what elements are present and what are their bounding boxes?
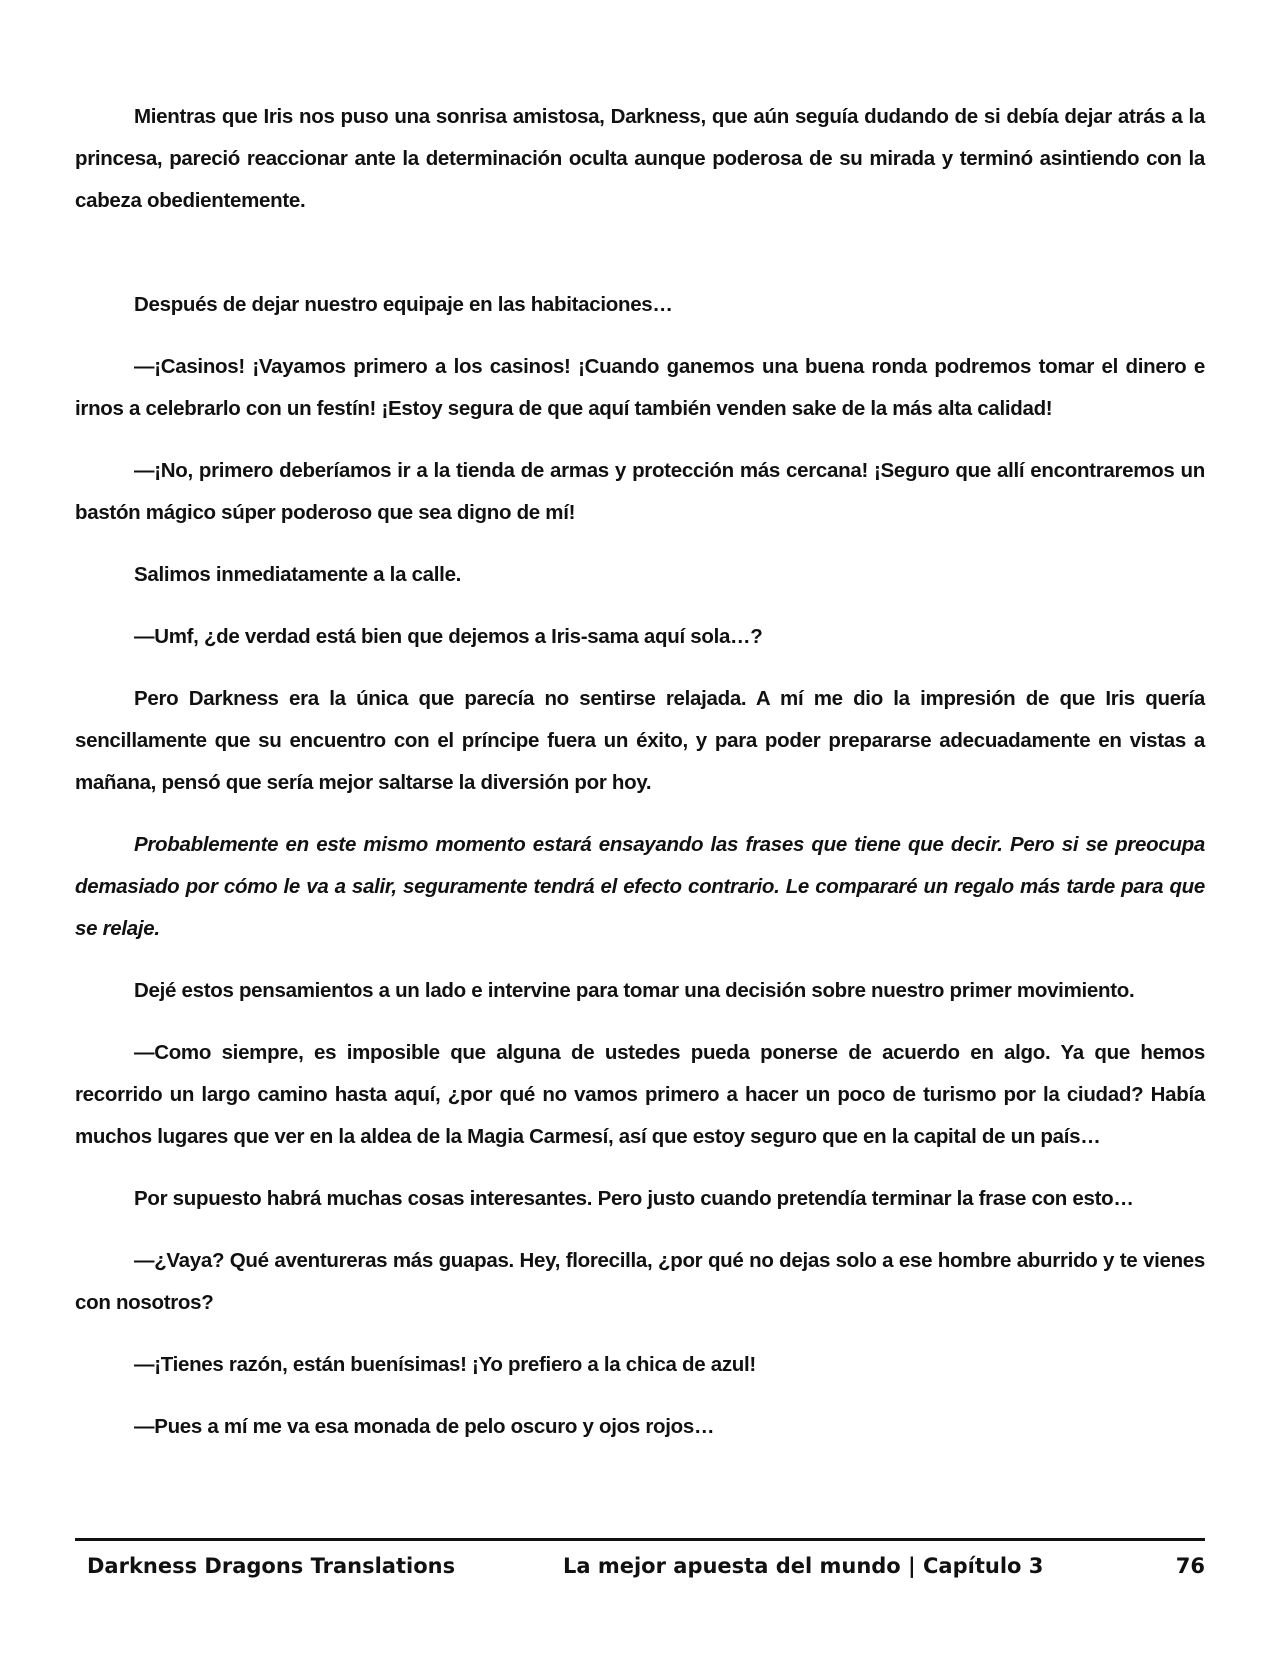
paragraph-14: —Pues a mí me va esa monada de pelo oscuro y ojos rojos… <box>134 1415 715 1438</box>
paragraph-10: —Como siempre, es imposible que alguna de ustedes pueda ponerse de acuerdo en algo. Ya que hemos recorrido un largo camino hasta aquí, ¿por qué no vamos primero a hacer un poco de turismo por la ciudad? Había muchos lugares que ver en la aldea de la Magia Carmesí, así que estoy seguro que en la capital de un país… <box>75 1041 1205 1148</box>
paragraph-5: Salimos inmediatamente a la calle. <box>134 563 462 586</box>
paragraph-12: —¿Vaya? Qué aventureras más guapas. Hey, florecilla, ¿por qué no dejas solo a ese hombre aburrido y te vienes con nosotros? <box>75 1249 1205 1314</box>
paragraph-6: —Umf, ¿de verdad está bien que dejemos a Iris-sama aquí sola…? <box>134 625 763 648</box>
paragraph-9: Dejé estos pensamientos a un lado e intervine para tomar una decisión sobre nuestro primer movimiento. <box>134 979 1135 1002</box>
paragraph-3: —¡Casinos! ¡Vayamos primero a los casinos! ¡Cuando ganemos una buena ronda podremos tomar el dinero e irnos a celebrarlo con un festín! ¡Estoy segura de que aquí también venden sake de la más alta calidad! <box>75 355 1205 420</box>
paragraph-13: —¡Tienes razón, están buenísimas! ¡Yo prefiero a la chica de azul! <box>134 1353 756 1376</box>
paragraph-11: Por supuesto habrá muchas cosas interesantes. Pero justo cuando pretendía terminar la frase con esto… <box>134 1187 1134 1210</box>
footer-page-number: 76 <box>1175 1554 1205 1578</box>
paragraph-1: Mientras que Iris nos puso una sonrisa amistosa, Darkness, que aún seguía dudando de si debía dejar atrás a la princesa, pareció reaccionar ante la determinación oculta aunque poderosa de su mirada y terminó asintiendo con la cabeza obedientemente. <box>75 105 1205 212</box>
footer-translator-credit: Darkness Dragons Translations <box>87 1554 456 1578</box>
footer-chapter-title: La mejor apuesta del mundo | Capítulo 3 <box>563 1554 1044 1578</box>
page-body <box>75 96 1205 1468</box>
paragraph-7: Pero Darkness era la única que parecía no sentirse relajada. A mí me dio la impresión de que Iris quería sencillamente que su encuentro con el príncipe fuera un éxito, y para poder prepararse adecuadamente en vistas a mañana, pensó que sería mejor saltarse la diversión por hoy. <box>75 687 1205 794</box>
footer-divider <box>75 1538 1205 1541</box>
paragraph-4: —¡No, primero deberíamos ir a la tienda de armas y protección más cercana! ¡Seguro que allí encontraremos un bastón mágico súper poderoso que sea digno de mí! <box>75 459 1205 524</box>
page-footer <box>75 1548 1205 1584</box>
paragraph-2: Después de dejar nuestro equipaje en las habitaciones… <box>134 293 673 316</box>
paragraph-8-italic-thought: Probablemente en este mismo momento estará ensayando las frases que tiene que decir. Pero si se preocupa demasiado por cómo le va a salir, seguramente tendrá el efecto contrario. Le compararé un regalo más tarde para que se relaje. <box>75 833 1205 940</box>
